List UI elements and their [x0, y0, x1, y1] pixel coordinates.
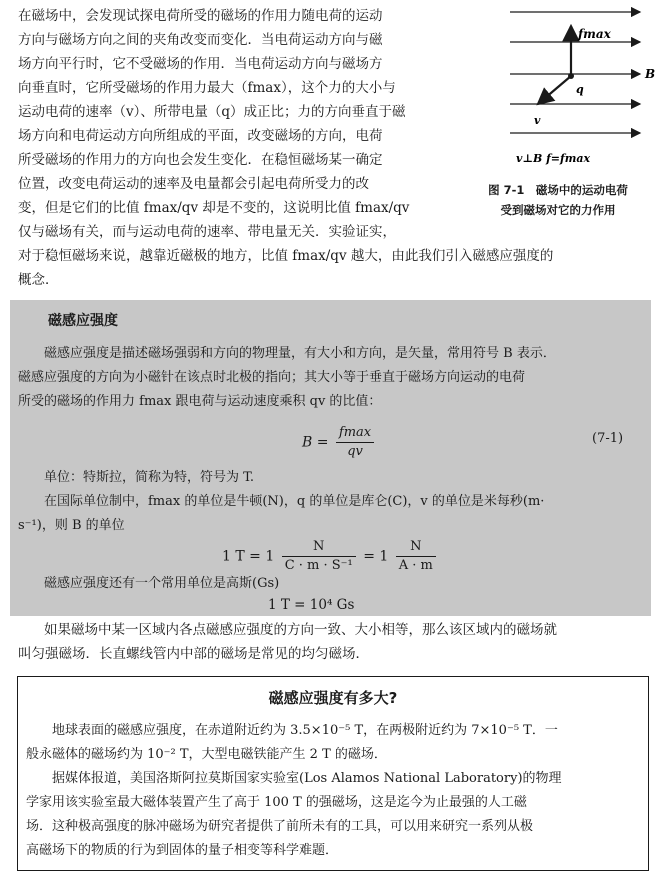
b-label: B [645, 67, 656, 81]
intro-line: 对于稳恒磁场来说，越靠近磁极的地方，比值 fmax/qv 越大，由此我们引入磁感应强度的 [18, 248, 554, 264]
relation-label: v⊥B f=fmax [516, 152, 591, 165]
charge-dot [568, 73, 574, 79]
formula-numerator: fmax [336, 424, 374, 443]
intro-continuation [18, 244, 648, 292]
intro-line: 所受磁场的作用力的方向也会发生变化．在稳恒磁场某一确定 [18, 152, 383, 168]
unit-equation [222, 538, 439, 575]
info-line: 学家用该实验室最大磁体装置产生了高于 100 T 的强磁场，这是迄今为止最强的人工磁 [26, 795, 527, 810]
info-box [17, 676, 649, 871]
info-line: 高磁场下的物质的行为到固体的量子相变等科学难题． [26, 843, 339, 858]
definition-box [10, 300, 651, 616]
definition-body [18, 342, 644, 414]
info-line: 据媒体报道，美国洛斯阿拉莫斯国家实验室(Los Alamos National Laboratory)的物理 [52, 771, 562, 786]
definition-line: 磁感应强度的方向为小磁针在该点时北极的指向；其大小等于垂直于磁场方向运动的电荷 [18, 370, 526, 385]
formula-7-1 [302, 424, 377, 461]
formula-fraction [336, 424, 374, 461]
intro-line: 仅与磁场有关，而与运动电荷的速率、带电量无关．实验证实， [18, 224, 396, 240]
si-line: s⁻¹)，则 B 的单位 [18, 518, 125, 533]
unit-numerator-2: N [396, 538, 436, 557]
info-line: 场．这种极高强度的脉冲磁场为研究者提供了前所未有的工具，可以用来研究一系列从极 [26, 819, 534, 834]
q-label: q [576, 83, 584, 96]
fmax-label: fmax [578, 27, 611, 41]
velocity-arrow [538, 76, 571, 104]
info-line: 地球表面的磁感应强度，在赤道附近约为 3.5×10⁻⁵ T，在两极附近约为 7×10⁻⁵ T．一 [52, 723, 558, 738]
paragraph-line: 叫匀强磁场．长直螺线管内中部的磁场是常见的均匀磁场． [18, 646, 369, 662]
intro-line: 位置，改变电荷运动的速率及电量都会引起电荷所受力的改 [18, 176, 369, 192]
definition-title: 磁感应强度 [48, 313, 118, 329]
magnetic-force-diagram [458, 0, 658, 180]
figure-7-1 [458, 0, 658, 240]
gauss-equation: 1 T = 10⁴ Gs [268, 597, 355, 613]
formula-tag: (7-1) [592, 431, 624, 446]
intro-line: 方向与磁场方向之间的夹角改变而变化．当电荷运动方向与磁 [18, 32, 383, 48]
intro-line: 向垂直时，它所受磁场的作用力最大（fmax），这个力的大小与 [18, 80, 396, 96]
intro-line: 运动电荷的速率（v）、所带电量（q）成正比；力的方向垂直于磁 [18, 104, 406, 120]
definition-line: 磁感应强度是描述磁场强弱和方向的物理量，有大小和方向，是矢量，常用符号 B 表示． [44, 346, 556, 361]
intro-paragraph [18, 4, 450, 244]
si-line: 在国际单位制中，fmax 的单位是牛顿(N)，q 的单位是库仑(C)，v 的单位是米每秒(m· [44, 494, 545, 509]
gauss-line: 磁感应强度还有一个常用单位是高斯(Gs) [44, 576, 280, 591]
unit-fraction-1 [282, 538, 356, 575]
intro-line: 变，但是它们的比值 fmax/qv 却是不变的，这说明比值 fmax/qv [18, 200, 410, 216]
unit-eq-mid: = 1 [363, 548, 389, 565]
intro-line: 场方向和电荷运动方向所组成的平面，改变磁场的方向，电荷 [18, 128, 383, 144]
v-label: v [534, 114, 541, 127]
unit-line: 单位：特斯拉，简称为特，符号为 T. [44, 470, 255, 485]
info-body [26, 719, 640, 863]
intro-line: 场方向平行时，它不受磁场的作用．当电荷运动方向与磁场方 [18, 56, 383, 72]
unit-fraction-2 [396, 538, 436, 575]
uniform-field-paragraph [18, 618, 648, 666]
paragraph-line: 如果磁场中某一区域内各点磁感应强度的方向一致、大小相等，那么该区域内的磁场就 [44, 622, 557, 638]
info-title: 磁感应强度有多大? [268, 689, 398, 707]
formula-lhs: B = [302, 434, 329, 451]
intro-line: 在磁场中，会发现试探电荷所受的磁场的作用力随电荷的运动 [18, 8, 383, 24]
unit-denominator-1: C · m · S⁻¹ [284, 558, 353, 573]
intro-line: 概念． [18, 272, 59, 288]
unit-denominator-2: A · m [398, 558, 433, 573]
formula-denominator: qv [347, 444, 363, 459]
definition-line: 所受的磁场的作用力 fmax 跟电荷与运动速度乘积 qv 的比值： [18, 394, 382, 409]
unit-eq-lhs: 1 T = 1 [222, 548, 275, 565]
figure-caption [458, 180, 658, 220]
caption-line: 受到磁场对它的力作用 [500, 203, 616, 217]
unit-numerator-1: N [282, 538, 356, 557]
info-line: 般永磁体的磁场约为 10⁻² T，大型电磁铁能产生 2 T 的磁场． [26, 747, 387, 762]
caption-line: 图 7-1 磁场中的运动电荷 [488, 183, 628, 197]
